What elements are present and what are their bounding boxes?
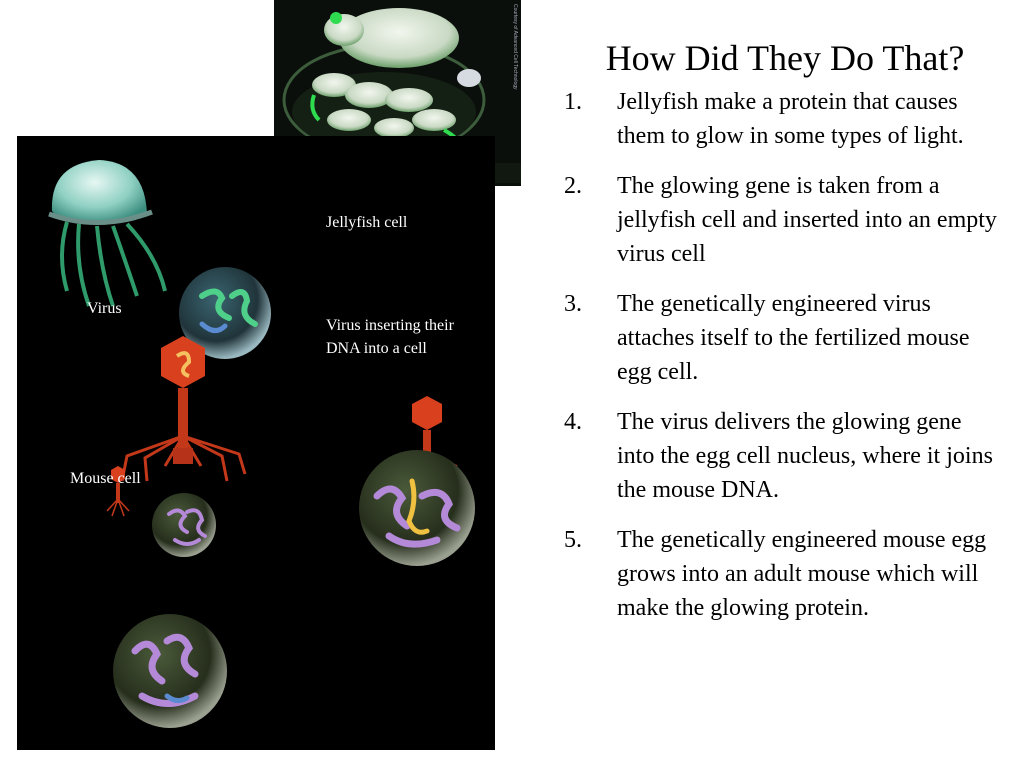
gfp-diagram bbox=[17, 136, 495, 750]
label-jellyfish-cell: Jellyfish cell bbox=[326, 214, 408, 231]
list-item bbox=[564, 169, 1004, 271]
step-text: The genetically engineered virus attaches itself to the fertilized mouse egg cell. bbox=[617, 291, 970, 385]
step-number: 1. bbox=[564, 89, 582, 115]
list-item bbox=[564, 523, 1004, 625]
step-text: The virus delivers the glowing gene into the egg cell nucleus, where it joins the mouse DNA. bbox=[617, 409, 993, 503]
step-text: The genetically engineered mouse egg grows into an adult mouse which will make the glowing protein. bbox=[617, 527, 987, 621]
photo-credit: Courtesy of Advanced Cell Technology bbox=[512, 4, 518, 90]
label-virus-inserting: Virus inserting their DNA into a cell bbox=[326, 317, 454, 357]
mouse-cell-nucleus bbox=[113, 614, 227, 728]
label-virus: Virus bbox=[87, 300, 122, 317]
slide-title: How Did They Do That? bbox=[605, 38, 965, 78]
step-text: The glowing gene is taken from a jellyfish cell and inserted into an empty virus cell bbox=[617, 173, 997, 267]
list-item bbox=[564, 85, 1004, 153]
step-number: 5. bbox=[564, 527, 582, 553]
virus-inserting bbox=[359, 396, 475, 566]
step-text: Jellyfish make a protein that causes them to glow in some types of light. bbox=[617, 89, 964, 149]
step-number: 4. bbox=[564, 409, 582, 435]
mouse-cell bbox=[152, 493, 216, 557]
step-number: 3. bbox=[564, 291, 582, 317]
diagram-illustration bbox=[17, 136, 495, 750]
step-number: 2. bbox=[564, 173, 582, 199]
jellyfish bbox=[49, 160, 165, 306]
steps-list bbox=[564, 85, 1004, 641]
label-mouse-cell: Mouse cell bbox=[70, 470, 141, 487]
list-item bbox=[564, 405, 1004, 507]
list-item bbox=[564, 287, 1004, 389]
